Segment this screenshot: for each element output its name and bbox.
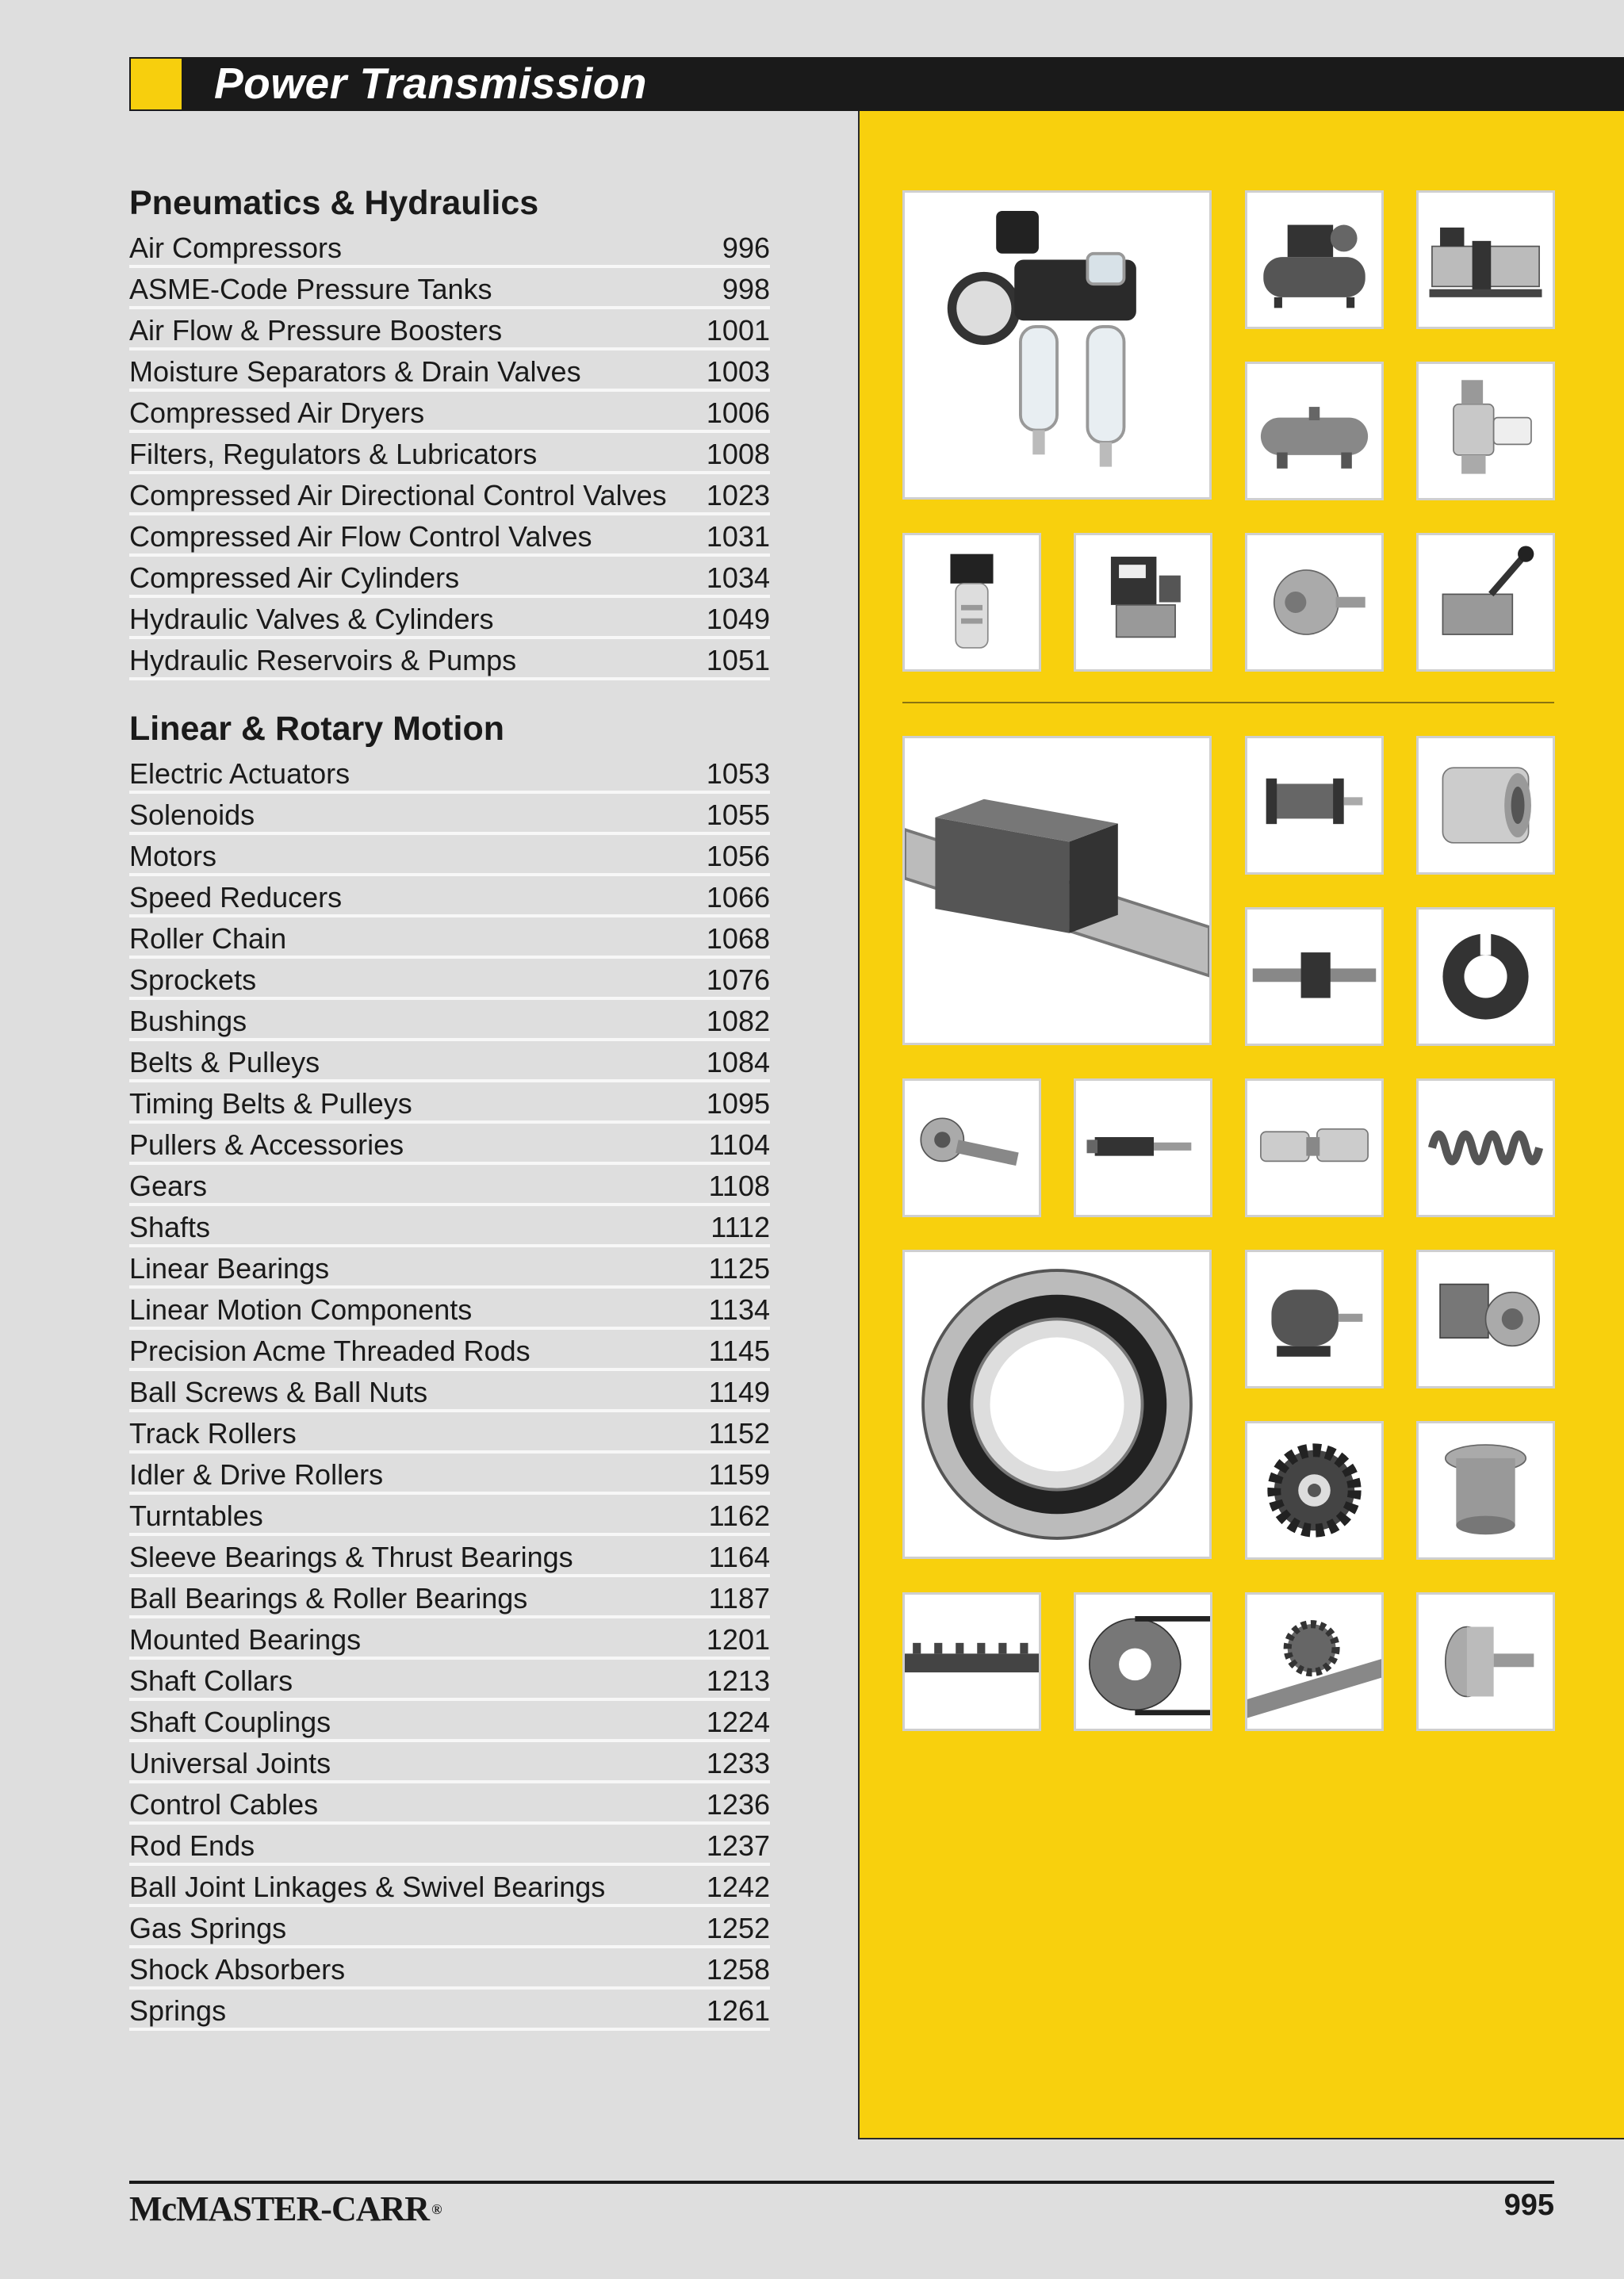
universal-joint-image <box>1245 1078 1384 1217</box>
section-title: Pneumatics & Hydraulics <box>129 184 539 222</box>
index-label: Springs <box>129 1994 227 2027</box>
index-label: Electric Actuators <box>129 757 350 790</box>
index-label: Sprockets <box>129 963 257 996</box>
index-page-number: 1237 <box>706 1829 770 1862</box>
index-label: Filters, Regulators & Lubricators <box>129 438 538 470</box>
index-row[interactable] <box>129 268 770 309</box>
index-label: Ball Screws & Ball Nuts <box>129 1376 428 1408</box>
index-list <box>129 227 770 680</box>
brand-name: McMASTER-CARR <box>129 2189 430 2228</box>
index-row[interactable] <box>129 1866 770 1907</box>
index-row[interactable] <box>129 227 770 268</box>
index-row[interactable] <box>129 959 770 1000</box>
index-label: Shaft Collars <box>129 1664 293 1697</box>
index-page-number: 1076 <box>706 963 770 996</box>
index-page-number: 1125 <box>708 1252 770 1285</box>
index-page-number: 1056 <box>706 840 770 872</box>
index-row[interactable] <box>129 1948 770 1990</box>
index-row[interactable] <box>129 598 770 639</box>
index-row[interactable] <box>129 1412 770 1454</box>
index-row[interactable] <box>129 1289 770 1330</box>
linear-guide-rail-image <box>902 736 1212 1045</box>
electric-actuator-image <box>1245 736 1384 875</box>
index-page-number: 1187 <box>708 1582 770 1614</box>
index-row[interactable] <box>129 1783 770 1825</box>
index-label: Moisture Separators & Drain Valves <box>129 355 581 388</box>
panel-divider <box>902 702 1554 703</box>
index-label: Gears <box>129 1170 208 1202</box>
index-row[interactable] <box>129 309 770 350</box>
track-roller-image <box>1416 1592 1555 1731</box>
motor-image <box>1245 1250 1384 1388</box>
index-label: Compressed Air Cylinders <box>129 561 460 594</box>
index-page-number: 1162 <box>708 1500 770 1532</box>
index-page-number: 1082 <box>706 1005 770 1037</box>
header-accent-swatch <box>131 59 182 109</box>
index-page-number: 1258 <box>706 1953 770 1986</box>
index-page-number: 1164 <box>708 1541 770 1573</box>
index-row[interactable] <box>129 1660 770 1701</box>
index-page-number: 1233 <box>706 1747 770 1779</box>
index-label: Idler & Drive Rollers <box>129 1458 384 1491</box>
index-page-number: 1242 <box>706 1871 770 1903</box>
index-label: Track Rollers <box>129 1417 297 1450</box>
index-page-number: 1261 <box>706 1994 770 2027</box>
index-label: Mounted Bearings <box>129 1623 362 1656</box>
index-label: Gas Springs <box>129 1912 287 1944</box>
index-label: Shaft Couplings <box>129 1706 331 1738</box>
index-page-number: 1159 <box>708 1458 770 1491</box>
pressure-tank-image <box>1245 362 1384 500</box>
index-row[interactable] <box>129 350 770 392</box>
index-page-number: 1236 <box>706 1788 770 1821</box>
index-page-number: 1049 <box>706 603 770 635</box>
index-row[interactable] <box>129 1082 770 1124</box>
index-label: Compressed Air Dryers <box>129 396 425 429</box>
index-label: Shock Absorbers <box>129 1953 346 1986</box>
index-page-number: 998 <box>722 273 770 305</box>
index-label: Timing Belts & Pulleys <box>129 1087 412 1120</box>
section-pneumatics-hydraulics <box>129 179 770 680</box>
pulley-image <box>1074 1592 1212 1731</box>
air-compressor-image <box>1245 190 1384 329</box>
index-page-number: 1003 <box>706 355 770 388</box>
index-page-number: 1051 <box>706 644 770 676</box>
index-row[interactable] <box>129 557 770 598</box>
index-row[interactable] <box>129 474 770 515</box>
index-row[interactable] <box>129 1247 770 1289</box>
index-page-number: 1145 <box>708 1335 770 1367</box>
index-row[interactable] <box>129 392 770 433</box>
index-page-number: 1053 <box>706 757 770 790</box>
index-page-number: 1104 <box>708 1128 770 1161</box>
index-label: Rod Ends <box>129 1829 255 1862</box>
index-page-number: 1008 <box>706 438 770 470</box>
index-row[interactable] <box>129 1990 770 2031</box>
index-row[interactable] <box>129 1206 770 1247</box>
ball-screw-image <box>1245 907 1384 1046</box>
index-label: Shafts <box>129 1211 211 1243</box>
hydraulic-pump-image <box>1245 533 1384 672</box>
sprocket-image <box>1245 1421 1384 1560</box>
moisture-separator-image <box>902 533 1041 672</box>
index-label: Ball Joint Linkages & Swivel Bearings <box>129 1871 606 1903</box>
flow-control-valve-image <box>1416 362 1555 500</box>
roller-bearing-image <box>902 1250 1212 1559</box>
index-label: Pullers & Accessories <box>129 1128 404 1161</box>
index-row[interactable] <box>129 1618 770 1660</box>
index-row[interactable] <box>129 1907 770 1948</box>
index-page-number: 1066 <box>706 881 770 914</box>
timing-belt-image <box>902 1592 1041 1731</box>
index-row[interactable] <box>129 876 770 917</box>
index-row[interactable] <box>129 1371 770 1412</box>
index-label: Precision Acme Threaded Rods <box>129 1335 530 1367</box>
index-label: ASME-Code Pressure Tanks <box>129 273 492 305</box>
index-page-number: 1224 <box>706 1706 770 1738</box>
index-page-number: 1001 <box>706 314 770 347</box>
drain-valve-image <box>1074 533 1212 672</box>
index-row[interactable] <box>129 1825 770 1866</box>
index-label: Sleeve Bearings & Thrust Bearings <box>129 1541 573 1573</box>
index-row[interactable] <box>129 1742 770 1783</box>
index-row[interactable] <box>129 1041 770 1082</box>
section-title: Linear & Rotary Motion <box>129 710 505 748</box>
index-row[interactable] <box>129 1000 770 1041</box>
shock-absorber-image <box>1074 1078 1212 1217</box>
index-label: Linear Motion Components <box>129 1293 473 1326</box>
index-row[interactable] <box>129 1454 770 1495</box>
rod-end-image <box>902 1078 1041 1217</box>
index-label: Control Cables <box>129 1788 319 1821</box>
index-label: Hydraulic Reservoirs & Pumps <box>129 644 517 676</box>
index-label: Turntables <box>129 1500 263 1532</box>
index-page-number: 1095 <box>706 1087 770 1120</box>
index-page-number: 1006 <box>706 396 770 429</box>
index-page-number: 1201 <box>706 1623 770 1656</box>
section-linear-rotary-motion <box>129 705 770 2031</box>
index-label: Compressed Air Directional Control Valves <box>129 479 667 511</box>
index-row[interactable] <box>129 753 770 794</box>
index-page-number: 1084 <box>706 1046 770 1078</box>
index-row[interactable] <box>129 1165 770 1206</box>
bushing-image <box>1416 1421 1555 1560</box>
index-label: Air Compressors <box>129 232 343 264</box>
hydraulic-valve-image <box>1416 533 1555 672</box>
index-page-number: 1134 <box>708 1293 770 1326</box>
page-title: Power Transmission <box>214 59 647 108</box>
index-list <box>129 753 770 2031</box>
index-row[interactable] <box>129 639 770 680</box>
index-row[interactable] <box>129 1577 770 1618</box>
index-label: Bushings <box>129 1005 247 1037</box>
shaft-collar-image <box>1416 907 1555 1046</box>
index-row[interactable] <box>129 1536 770 1577</box>
index-page-number: 1213 <box>706 1664 770 1697</box>
index-row[interactable] <box>129 1701 770 1742</box>
linear-bearing-image <box>1416 736 1555 875</box>
speed-reducer-image <box>1416 1250 1555 1388</box>
index-row[interactable] <box>129 433 770 474</box>
index-row[interactable] <box>129 1495 770 1536</box>
gear-rack-image <box>1245 1592 1384 1731</box>
index-row[interactable] <box>129 917 770 959</box>
registered-mark: ® <box>431 2201 442 2217</box>
footer-rule <box>129 2181 1554 2184</box>
index-label: Compressed Air Flow Control Valves <box>129 520 592 553</box>
index-page-number: 1152 <box>708 1417 770 1450</box>
spring-image <box>1416 1078 1555 1217</box>
index-page-number: 1023 <box>706 479 770 511</box>
index-page-number: 1055 <box>706 799 770 831</box>
index-label: Speed Reducers <box>129 881 343 914</box>
index-row[interactable] <box>129 1330 770 1371</box>
index-label: Air Flow & Pressure Boosters <box>129 314 503 347</box>
index-row[interactable] <box>129 794 770 835</box>
index-label: Hydraulic Valves & Cylinders <box>129 603 494 635</box>
index-page-number: 996 <box>722 232 770 264</box>
filter-regulator-lubricator-image <box>902 190 1212 500</box>
index-row[interactable] <box>129 515 770 557</box>
index-page-number: 1068 <box>706 922 770 955</box>
index-page-number: 1112 <box>710 1211 770 1243</box>
index-page-number: 1031 <box>706 520 770 553</box>
index-row[interactable] <box>129 835 770 876</box>
page-number: 995 <box>1503 2189 1554 2222</box>
brand-logo <box>129 2187 442 2231</box>
index-label: Roller Chain <box>129 922 287 955</box>
index-label: Linear Bearings <box>129 1252 330 1285</box>
index-page-number: 1108 <box>708 1170 770 1202</box>
index-label: Belts & Pulleys <box>129 1046 320 1078</box>
air-booster-image <box>1416 190 1555 329</box>
index-label: Universal Joints <box>129 1747 331 1779</box>
index-page-number: 1034 <box>706 561 770 594</box>
index-label: Motors <box>129 840 217 872</box>
index-row[interactable] <box>129 1124 770 1165</box>
index-label: Solenoids <box>129 799 255 831</box>
index-page-number: 1149 <box>708 1376 770 1408</box>
index-page-number: 1252 <box>706 1912 770 1944</box>
index-label: Ball Bearings & Roller Bearings <box>129 1582 528 1614</box>
